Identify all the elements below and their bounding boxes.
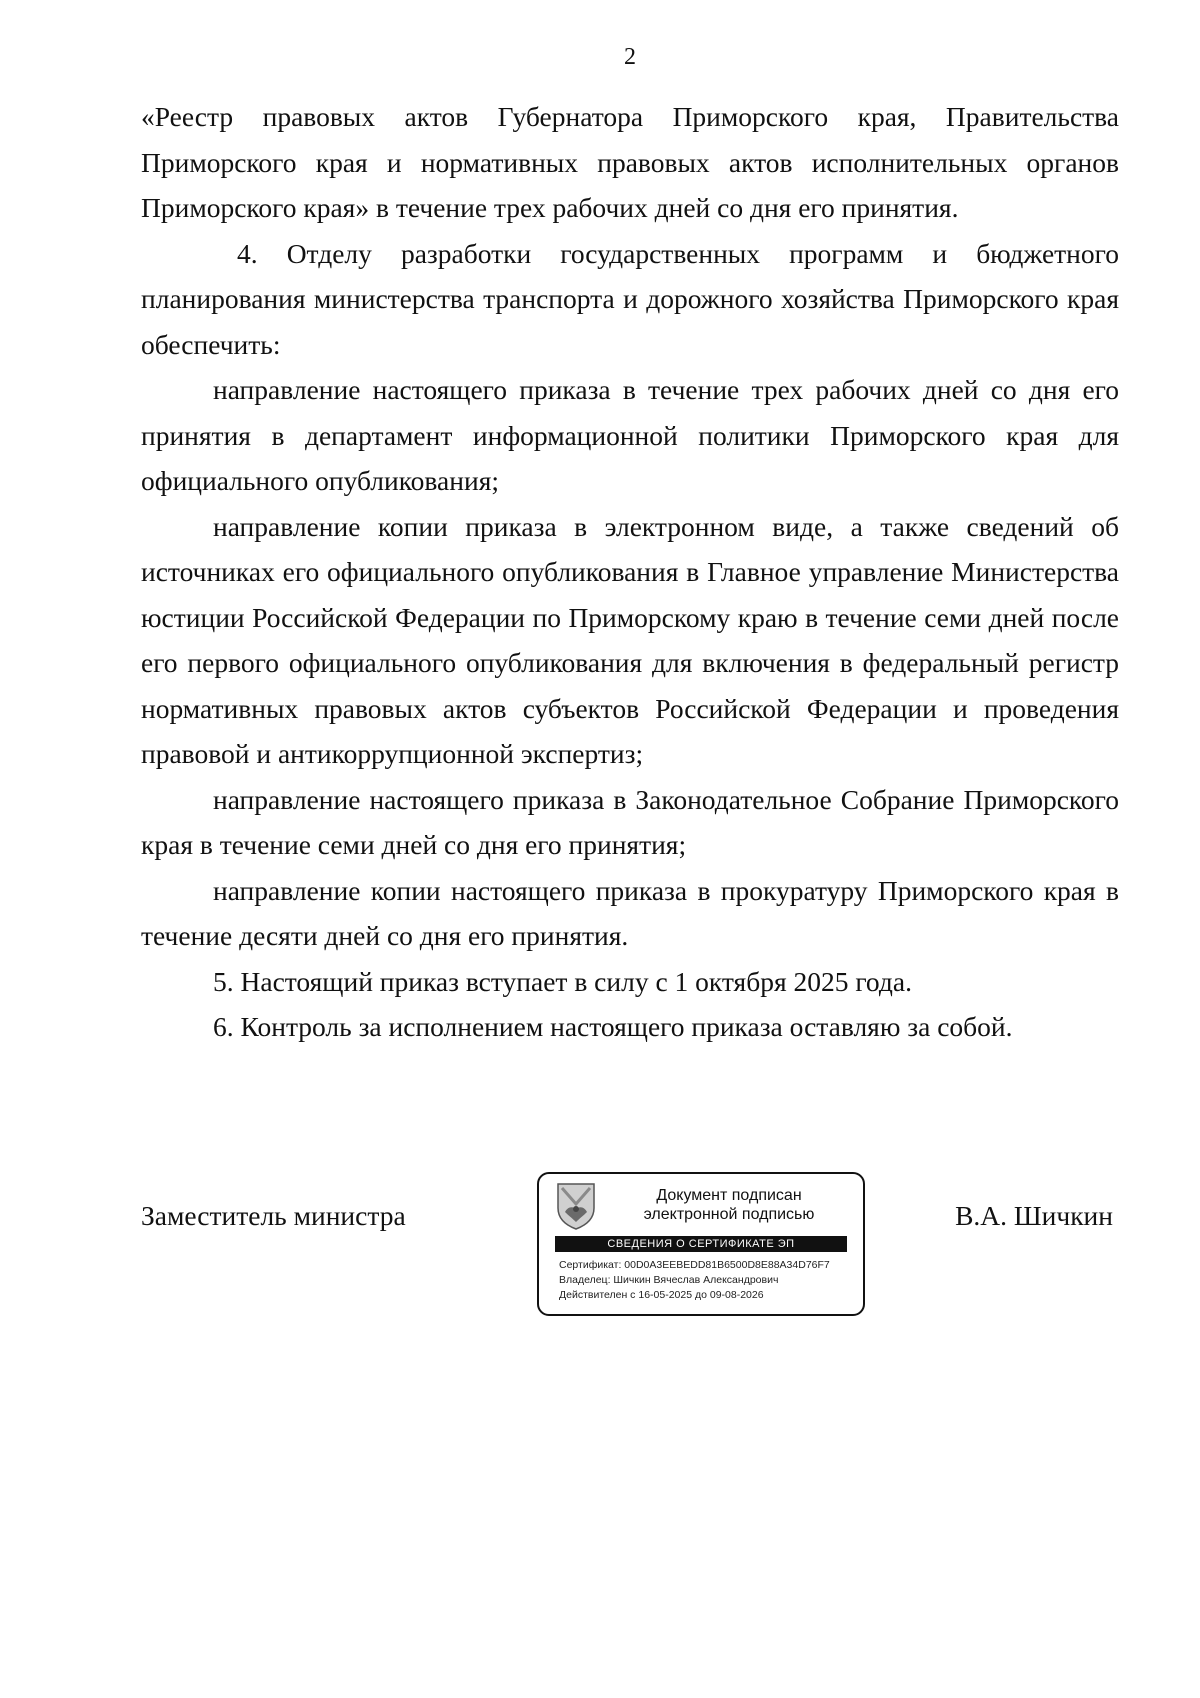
stamp-owner: Владелец: Шичкин Вячеслав Александрович xyxy=(559,1274,779,1286)
stamp-certificate-bar: СВЕДЕНИЯ О СЕРТИФИКАТЕ ЭП xyxy=(555,1236,847,1252)
stamp-heading-line2: электронной подписью xyxy=(643,1206,815,1223)
primorsky-krai-coat-of-arms-icon xyxy=(556,1182,596,1230)
paragraph-item-6: 6. Контроль за исполнением настоящего приказа оставляю за собой. xyxy=(213,1011,1013,1042)
signer-name: В.А. Шичкин xyxy=(955,1200,1113,1231)
stamp-validity: Действителен с 16-05-2025 до 09-08-2026 xyxy=(559,1289,764,1301)
signer-position: Заместитель министра xyxy=(141,1200,406,1231)
paragraph-ministry-justice-direction: направление копии приказа в электронном виде, а также сведений об источниках его официального опубликования в Главное управление Министерства юстиции Российской Федерации по Приморскому краю в течение семи дней после его первого официального опубликования для включения в федеральный регистр нормативных правовых актов субъектов Российской Федерации и проведения правовой и антикоррупционной экспертиз; xyxy=(141,510,1119,769)
paragraph-legislative-assembly-direction: направление настоящего приказа в Законодательное Собрание Приморского края в течение семи дней со дня его принятия; xyxy=(141,783,1119,860)
paragraph-item-4: 4. Отделу разработки государственных программ и бюджетного планирования министерства транспорта и дорожного хозяйства Приморского края обеспечить: xyxy=(141,237,1119,360)
paragraph-item-5: 5. Настоящий приказ вступает в силу с 1 октября 2025 года. xyxy=(213,965,912,997)
stamp-certificate-details xyxy=(559,1258,830,1303)
document-body xyxy=(141,94,1119,1050)
paragraph-publication-direction: направление настоящего приказа в течение трех рабочих дней со дня его принятия в департамент информационной политики Приморского края для официального опубликования; xyxy=(141,374,1119,496)
stamp-heading-line1: Документ подписан xyxy=(656,1187,802,1204)
paragraph-registry-continuation: «Реестр правовых актов Губернатора Приморского края, Правительства Приморского края и нормативных правовых актов исполнительных органов Приморского края» в течение трех рабочих дней со дня его принятия. xyxy=(141,101,1119,223)
stamp-heading xyxy=(609,1186,849,1224)
stamp-certificate-number: Сертификат: 00D0A3EEBEDD81B6500D8E88A34D76F7 xyxy=(559,1259,830,1271)
paragraph-prosecutor-direction: направление копии настоящего приказа в прокуратуру Приморского края в течение десяти дней со дня его принятия. xyxy=(141,874,1119,951)
electronic-signature-stamp xyxy=(537,1172,865,1316)
page-number: 2 xyxy=(624,44,636,70)
